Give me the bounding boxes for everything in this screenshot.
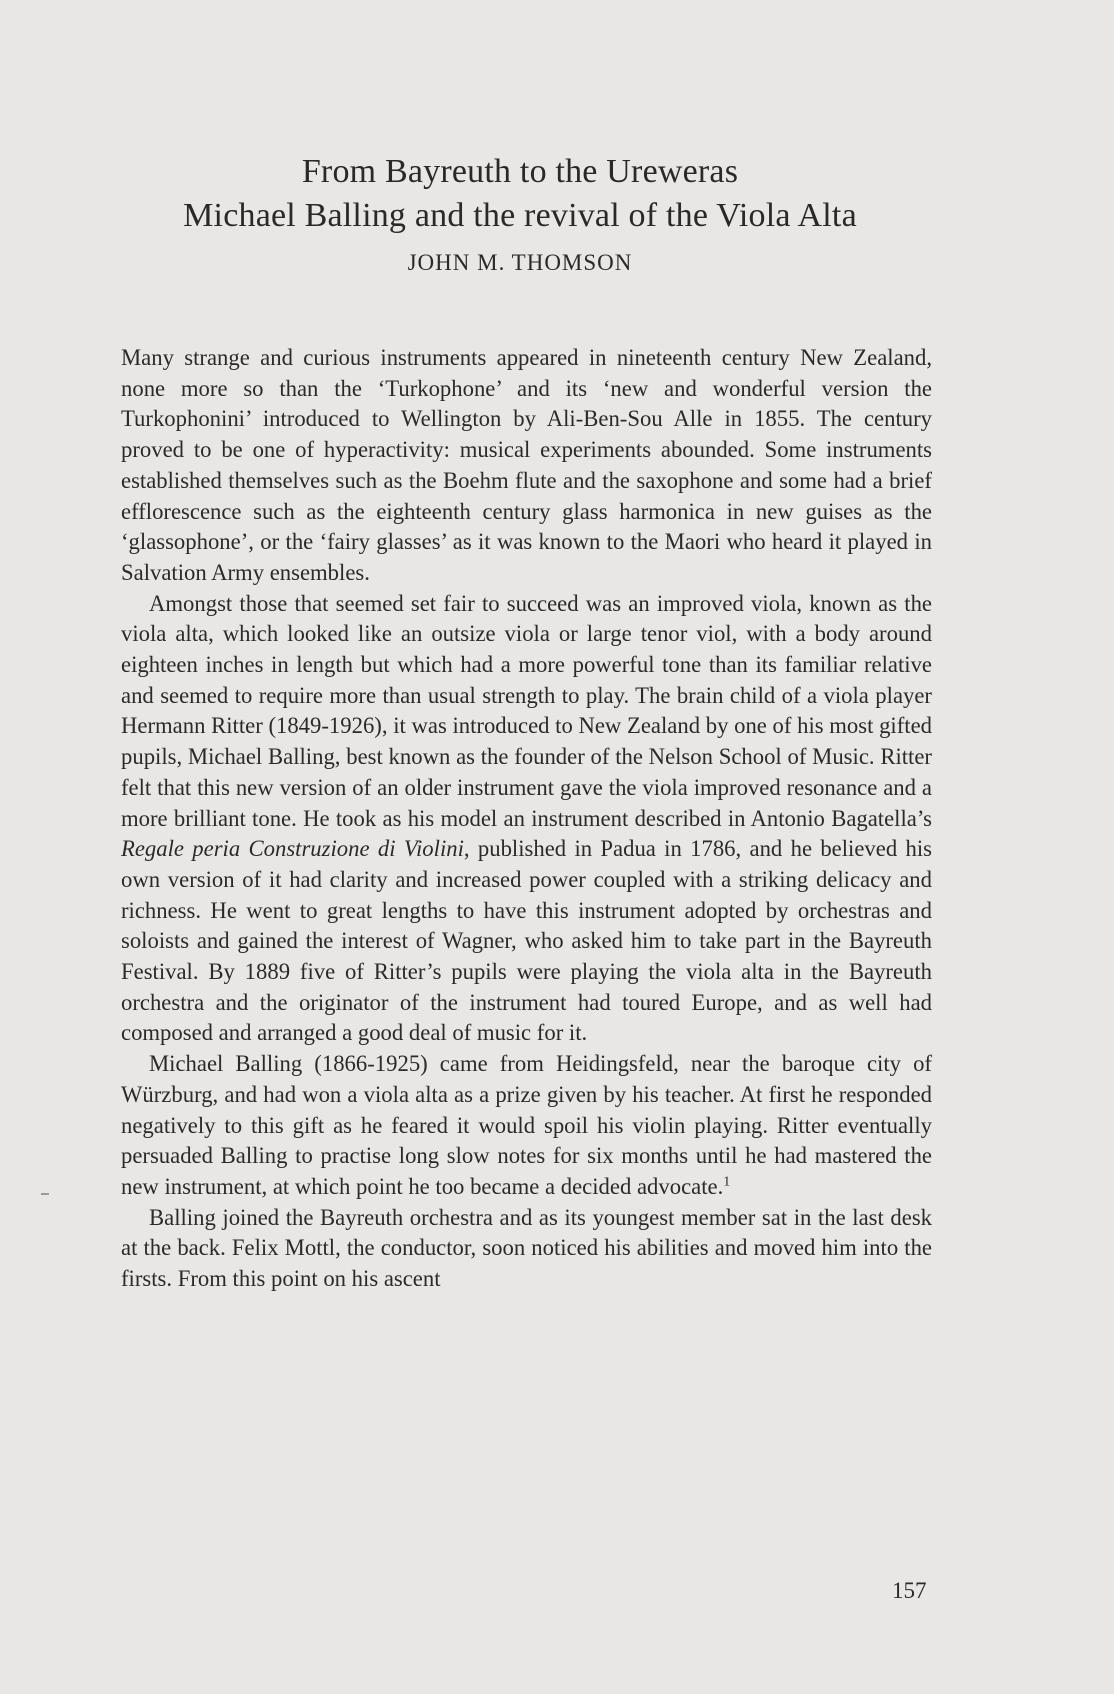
book-title-italic: Regale peria Construzione di Violini — [121, 836, 464, 862]
paragraph-2 — [121, 589, 932, 1050]
article-title-line-2: Michael Balling and the revival of the Viola Alta — [183, 197, 857, 234]
paragraph-4-text: Balling joined the Bayreuth orchestra and as its youngest member sat in the last desk at the back. Felix Mottl, the conductor, soon noticed his abilities and moved him into the firsts. From this point on his ascent — [121, 1204, 932, 1292]
article-header — [100, 150, 940, 276]
page-number: 157 — [892, 1578, 927, 1603]
paragraph-1-text: Many strange and curious instruments appeared in nineteenth century New Zealand, none more so than the ‘Turkophone’ and its ‘new and wonderful version the Turkophonini’ introduced to Wellington by Ali-Ben-Sou Alle in 1855. The century proved to be one of hyperactivity: musical experiments abounded. Some instruments established themselves such as the Boehm flute and the saxophone and some had a brief efflorescence such as the eighteenth century glass harmonica in new guises as the ‘glassophone’, or the ‘fairy glasses’ as it was known to the Maori who heard it played in Salvation Army ensembles. — [121, 345, 932, 585]
paragraph-1 — [121, 343, 932, 589]
paragraph-2-text-end: , published in Padua in 1786, and he believed his own version of it had clarity and increased power coupled with a striking delicacy and richness. He went to great lengths to have this instrument adopted by orchestras and soloists and gained the interest of Wagner, who asked him to take part in the Bayreuth Festival. By 1889 five of Ritter’s pupils were playing the viola alta in the Bayreuth orchestra and the originator of the instrument had toured Europe, and as well had composed and arranged a good deal of music for it. — [121, 836, 932, 1046]
footnote-reference[interactable]: 1 — [723, 1174, 731, 1190]
article-title-line-1: From Bayreuth to the Ureweras — [301, 153, 739, 190]
paragraph-3 — [121, 1049, 932, 1203]
paragraph-2-text-start: Amongst those that seemed set fair to succeed was an improved viola, known as the viola alta, which looked like an outsize viola or large tenor viol, with a body around eighteen inches in length but which had a more powerful tone than its familiar relative and seemed to require more than usual strength to play. The brain child of a viola player Hermann Ritter (1849-1926), it was introduced to New Zealand by one of his most gifted pupils, Michael Balling, best known as the founder of the Nelson School of Music. Ritter felt that this new version of an older instrument gave the viola improved resonance and a more brilliant tone. He took as his model an instrument described in Antonio Bagatella’s — [121, 590, 932, 831]
article-author: JOHN M. THOMSON — [407, 250, 633, 275]
paragraph-4 — [121, 1203, 932, 1295]
paragraph-3-text: Michael Balling (1866-1925) came from Heidingsfeld, near the baroque city of Würzburg, and had won a viola alta as a prize given by his teacher. At first he responded negatively to this gift as he feared it would spoil his violin playing. Ritter eventually persuaded Balling to practise long slow notes for six months until he had mastered the new instrument, at which point he too became a decided advocate. — [121, 1051, 932, 1199]
article-body — [121, 343, 932, 1295]
margin-mark — [41, 1193, 49, 1195]
